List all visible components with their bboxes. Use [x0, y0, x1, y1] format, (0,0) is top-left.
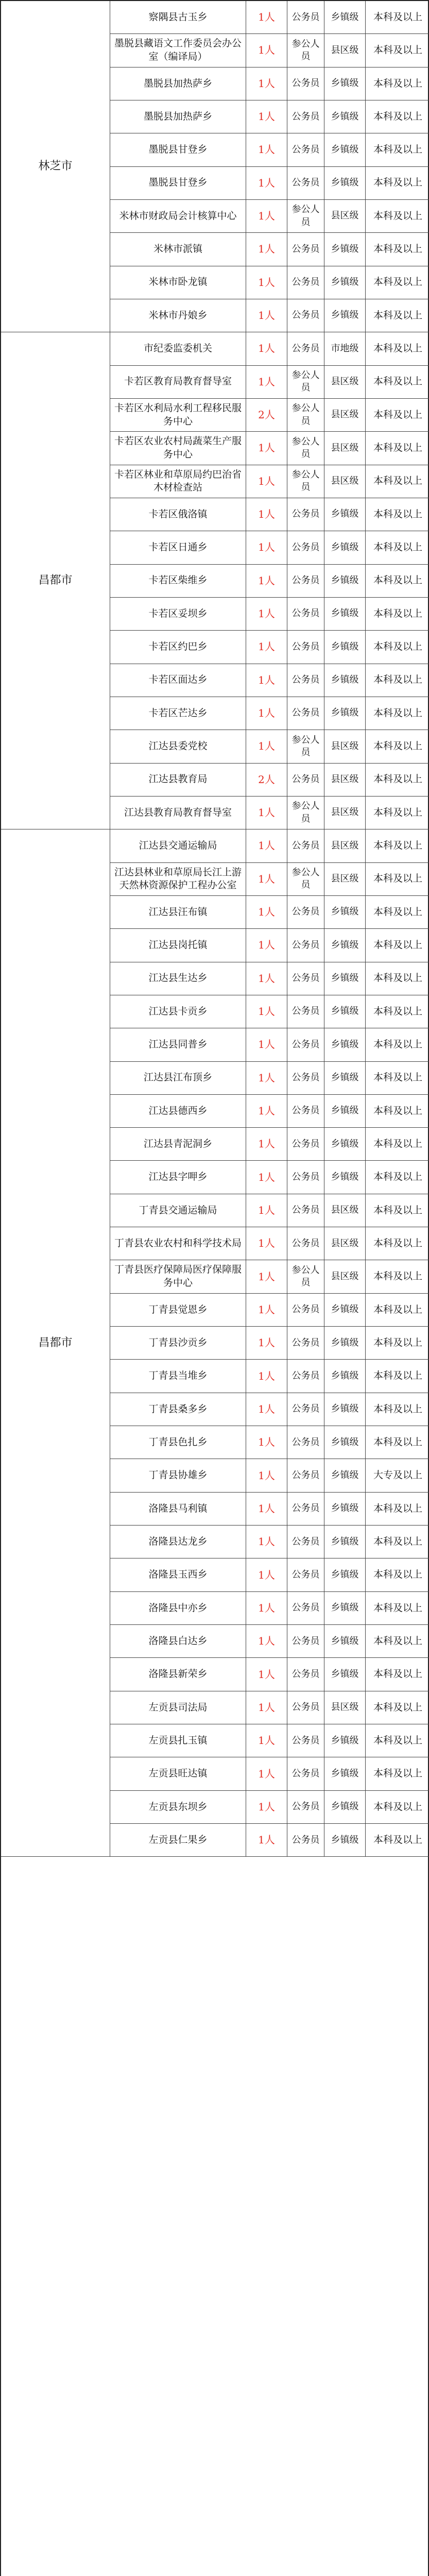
category-cell: 公务员 [287, 299, 324, 332]
count-cell: 1人 [246, 1294, 287, 1327]
education-cell: 本科及以上 [366, 1028, 429, 1061]
category-cell: 公务员 [287, 1459, 324, 1492]
category-cell: 公务员 [287, 1493, 324, 1526]
category-cell: 公务员 [287, 1294, 324, 1327]
unit-cell: 丁青县色扎乡 [110, 1426, 246, 1459]
count-cell: 1人 [246, 1194, 287, 1227]
unit-cell: 墨脱县甘登乡 [110, 133, 246, 166]
level-cell: 乡镇级 [324, 1658, 366, 1691]
category-cell: 公务员 [287, 1757, 324, 1790]
count-cell: 1人 [246, 233, 287, 266]
unit-cell: 墨脱县藏语文工作委员会办公室（编译局） [110, 34, 246, 67]
unit-cell: 江达县委党校 [110, 730, 246, 763]
count-cell: 1人 [246, 133, 287, 166]
level-cell: 乡镇级 [324, 167, 366, 200]
level-cell: 市地级 [324, 332, 366, 365]
region-cell: 林芝市 [1, 1, 110, 332]
category-cell: 公务员 [287, 498, 324, 531]
education-cell: 本科及以上 [366, 100, 429, 133]
level-cell: 县区级 [324, 764, 366, 796]
education-cell: 本科及以上 [366, 863, 429, 896]
education-cell: 本科及以上 [366, 266, 429, 299]
education-cell: 本科及以上 [366, 366, 429, 399]
education-cell: 本科及以上 [366, 67, 429, 100]
education-cell: 本科及以上 [366, 465, 429, 498]
level-cell: 乡镇级 [324, 697, 366, 730]
level-cell: 乡镇级 [324, 631, 366, 664]
category-cell: 参公人员 [287, 432, 324, 465]
level-cell: 乡镇级 [324, 1791, 366, 1824]
category-cell: 公务员 [287, 1095, 324, 1128]
category-cell: 公务员 [287, 1791, 324, 1824]
unit-cell: 墨脱县加热萨乡 [110, 67, 246, 100]
level-cell: 乡镇级 [324, 100, 366, 133]
count-cell: 1人 [246, 1161, 287, 1194]
education-cell: 本科及以上 [366, 1426, 429, 1459]
region-cell: 昌都市 [1, 332, 110, 829]
level-cell: 乡镇级 [324, 1327, 366, 1360]
unit-cell: 丁青县沙贡乡 [110, 1327, 246, 1360]
category-cell: 公务员 [287, 1426, 324, 1459]
level-cell: 乡镇级 [324, 962, 366, 995]
unit-cell: 江达县岗托镇 [110, 929, 246, 962]
education-cell: 本科及以上 [366, 1393, 429, 1426]
unit-cell: 洛隆县达龙乡 [110, 1526, 246, 1558]
unit-cell: 江达县同普乡 [110, 1028, 246, 1061]
unit-cell: 丁青县交通运输局 [110, 1194, 246, 1227]
unit-cell: 江达县德西乡 [110, 1095, 246, 1128]
category-cell: 参公人员 [287, 34, 324, 67]
count-cell: 1人 [246, 531, 287, 564]
education-cell: 本科及以上 [366, 896, 429, 929]
level-cell: 县区级 [324, 730, 366, 763]
level-cell: 乡镇级 [324, 1625, 366, 1658]
category-cell: 公务员 [287, 929, 324, 962]
category-cell: 参公人员 [287, 730, 324, 763]
unit-cell: 左贡县东坝乡 [110, 1791, 246, 1824]
count-cell: 1人 [246, 1592, 287, 1625]
count-cell: 1人 [246, 465, 287, 498]
level-cell: 乡镇级 [324, 1757, 366, 1790]
count-cell: 1人 [246, 829, 287, 862]
education-cell: 本科及以上 [366, 1227, 429, 1260]
category-cell: 公务员 [287, 1558, 324, 1591]
category-cell: 公务员 [287, 1028, 324, 1061]
education-cell: 本科及以上 [366, 399, 429, 432]
education-cell: 本科及以上 [366, 1095, 429, 1128]
education-cell: 本科及以上 [366, 1592, 429, 1625]
unit-cell: 卡若区面达乡 [110, 664, 246, 697]
count-cell: 1人 [246, 1260, 287, 1293]
unit-cell: 米林市派镇 [110, 233, 246, 266]
count-cell: 1人 [246, 1459, 287, 1492]
education-cell: 本科及以上 [366, 1128, 429, 1161]
level-cell: 乡镇级 [324, 299, 366, 332]
education-cell: 本科及以上 [366, 1161, 429, 1194]
education-cell: 本科及以上 [366, 1194, 429, 1227]
education-cell: 本科及以上 [366, 200, 429, 233]
count-cell: 1人 [246, 697, 287, 730]
level-cell: 乡镇级 [324, 1360, 366, 1393]
count-cell: 1人 [246, 266, 287, 299]
level-cell: 乡镇级 [324, 1459, 366, 1492]
level-cell: 乡镇级 [324, 133, 366, 166]
unit-cell: 卡若区芒达乡 [110, 697, 246, 730]
level-cell: 乡镇级 [324, 1724, 366, 1757]
education-cell: 本科及以上 [366, 1526, 429, 1558]
category-cell: 公务员 [287, 565, 324, 598]
unit-cell: 卡若区约巴乡 [110, 631, 246, 664]
education-cell: 本科及以上 [366, 1360, 429, 1393]
category-cell: 公务员 [287, 697, 324, 730]
level-cell: 县区级 [324, 1227, 366, 1260]
category-cell: 公务员 [287, 67, 324, 100]
count-cell: 1人 [246, 1393, 287, 1426]
count-cell: 1人 [246, 1658, 287, 1691]
education-cell: 本科及以上 [366, 1724, 429, 1757]
education-cell: 本科及以上 [366, 829, 429, 862]
unit-cell: 卡若区农业农村局蔬菜生产服务中心 [110, 432, 246, 465]
count-cell: 1人 [246, 366, 287, 399]
category-cell: 公务员 [287, 167, 324, 200]
unit-cell: 江达县教育局教育督导室 [110, 796, 246, 829]
unit-cell: 米林市丹娘乡 [110, 299, 246, 332]
category-cell: 参公人员 [287, 1260, 324, 1293]
education-cell: 本科及以上 [366, 697, 429, 730]
unit-cell: 左贡县旺达镇 [110, 1757, 246, 1790]
count-cell: 1人 [246, 167, 287, 200]
education-cell: 本科及以上 [366, 1625, 429, 1658]
unit-cell: 丁青县桑多乡 [110, 1393, 246, 1426]
level-cell: 县区级 [324, 200, 366, 233]
education-cell: 本科及以上 [366, 498, 429, 531]
level-cell: 乡镇级 [324, 565, 366, 598]
level-cell: 乡镇级 [324, 233, 366, 266]
category-cell: 公务员 [287, 1526, 324, 1558]
level-cell: 乡镇级 [324, 1, 366, 34]
count-cell: 1人 [246, 1028, 287, 1061]
category-cell: 公务员 [287, 995, 324, 1028]
unit-cell: 江达县交通运输局 [110, 829, 246, 862]
level-cell: 县区级 [324, 1194, 366, 1227]
category-cell: 参公人员 [287, 200, 324, 233]
unit-cell: 江达县卡贡乡 [110, 995, 246, 1028]
category-cell: 公务员 [287, 1, 324, 34]
unit-cell: 江达县字呷乡 [110, 1161, 246, 1194]
category-cell: 参公人员 [287, 796, 324, 829]
unit-cell: 丁青县觉恩乡 [110, 1294, 246, 1327]
education-cell: 本科及以上 [366, 133, 429, 166]
unit-cell: 察隅县古玉乡 [110, 1, 246, 34]
education-cell: 本科及以上 [366, 664, 429, 697]
count-cell: 1人 [246, 664, 287, 697]
category-cell: 公务员 [287, 962, 324, 995]
unit-cell: 江达县江布顶乡 [110, 1062, 246, 1095]
count-cell: 2人 [246, 399, 287, 432]
education-cell: 本科及以上 [366, 531, 429, 564]
count-cell: 1人 [246, 1128, 287, 1161]
level-cell: 县区级 [324, 399, 366, 432]
category-cell: 公务员 [287, 531, 324, 564]
education-cell: 本科及以上 [366, 1062, 429, 1095]
count-cell: 1人 [246, 863, 287, 896]
level-cell: 乡镇级 [324, 498, 366, 531]
count-cell: 1人 [246, 1757, 287, 1790]
count-cell: 1人 [246, 1625, 287, 1658]
education-cell: 本科及以上 [366, 929, 429, 962]
unit-cell: 左贡县扎玉镇 [110, 1724, 246, 1757]
category-cell: 公务员 [287, 1161, 324, 1194]
count-cell: 1人 [246, 1, 287, 34]
level-cell: 乡镇级 [324, 598, 366, 631]
count-cell: 1人 [246, 995, 287, 1028]
level-cell: 县区级 [324, 796, 366, 829]
level-cell: 乡镇级 [324, 1294, 366, 1327]
education-cell: 本科及以上 [366, 332, 429, 365]
level-cell: 乡镇级 [324, 1426, 366, 1459]
education-cell: 本科及以上 [366, 764, 429, 796]
category-cell: 公务员 [287, 1128, 324, 1161]
education-cell: 本科及以上 [366, 631, 429, 664]
level-cell: 县区级 [324, 366, 366, 399]
unit-cell: 卡若区柴维乡 [110, 565, 246, 598]
unit-cell: 卡若区日通乡 [110, 531, 246, 564]
unit-cell: 市纪委监委机关 [110, 332, 246, 365]
level-cell: 乡镇级 [324, 1393, 366, 1426]
category-cell: 公务员 [287, 1658, 324, 1691]
unit-cell: 卡若区林业和草原局约巴治省木材检查站 [110, 465, 246, 498]
count-cell: 1人 [246, 598, 287, 631]
unit-cell: 洛隆县中亦乡 [110, 1592, 246, 1625]
level-cell: 乡镇级 [324, 929, 366, 962]
count-cell: 1人 [246, 1095, 287, 1128]
category-cell: 公务员 [287, 764, 324, 796]
level-cell: 县区级 [324, 432, 366, 465]
category-cell: 参公人员 [287, 465, 324, 498]
count-cell: 1人 [246, 332, 287, 365]
level-cell: 乡镇级 [324, 1095, 366, 1128]
level-cell: 乡镇级 [324, 1592, 366, 1625]
count-cell: 1人 [246, 1791, 287, 1824]
unit-cell: 洛隆县马利镇 [110, 1493, 246, 1526]
count-cell: 1人 [246, 1691, 287, 1724]
unit-cell: 米林市卧龙镇 [110, 266, 246, 299]
region-cell: 昌都市 [1, 829, 110, 1857]
education-cell: 本科及以上 [366, 233, 429, 266]
education-cell: 本科及以上 [366, 1791, 429, 1824]
category-cell: 公务员 [287, 1691, 324, 1724]
count-cell: 1人 [246, 498, 287, 531]
category-cell: 公务员 [287, 332, 324, 365]
category-cell: 公务员 [287, 100, 324, 133]
level-cell: 乡镇级 [324, 1824, 366, 1857]
category-cell: 参公人员 [287, 863, 324, 896]
category-cell: 公务员 [287, 1724, 324, 1757]
count-cell: 1人 [246, 1526, 287, 1558]
education-cell: 本科及以上 [366, 1, 429, 34]
count-cell: 1人 [246, 34, 287, 67]
count-cell: 1人 [246, 962, 287, 995]
category-cell: 公务员 [287, 266, 324, 299]
count-cell: 1人 [246, 1824, 287, 1857]
category-cell: 公务员 [287, 631, 324, 664]
unit-cell: 江达县青泥洞乡 [110, 1128, 246, 1161]
category-cell: 公务员 [287, 1227, 324, 1260]
unit-cell: 墨脱县加热萨乡 [110, 100, 246, 133]
category-cell: 公务员 [287, 1360, 324, 1393]
category-cell: 公务员 [287, 1824, 324, 1857]
count-cell: 1人 [246, 1558, 287, 1591]
unit-cell: 洛隆县白达乡 [110, 1625, 246, 1658]
count-cell: 1人 [246, 1227, 287, 1260]
level-cell: 乡镇级 [324, 1558, 366, 1591]
unit-cell: 卡若区妥坝乡 [110, 598, 246, 631]
category-cell: 公务员 [287, 896, 324, 929]
level-cell: 乡镇级 [324, 896, 366, 929]
education-cell: 本科及以上 [366, 1558, 429, 1591]
count-cell: 1人 [246, 1327, 287, 1360]
count-cell: 1人 [246, 432, 287, 465]
education-cell: 本科及以上 [366, 565, 429, 598]
level-cell: 乡镇级 [324, 995, 366, 1028]
count-cell: 1人 [246, 631, 287, 664]
count-cell: 1人 [246, 796, 287, 829]
count-cell: 1人 [246, 1360, 287, 1393]
level-cell: 乡镇级 [324, 1128, 366, 1161]
education-cell: 本科及以上 [366, 1260, 429, 1293]
level-cell: 乡镇级 [324, 1493, 366, 1526]
education-cell: 本科及以上 [366, 730, 429, 763]
count-cell: 2人 [246, 764, 287, 796]
category-cell: 公务员 [287, 1327, 324, 1360]
category-cell: 公务员 [287, 664, 324, 697]
count-cell: 1人 [246, 67, 287, 100]
education-cell: 本科及以上 [366, 1824, 429, 1857]
category-cell: 公务员 [287, 1194, 324, 1227]
unit-cell: 洛隆县新荣乡 [110, 1658, 246, 1691]
education-cell: 本科及以上 [366, 1294, 429, 1327]
level-cell: 乡镇级 [324, 67, 366, 100]
unit-cell: 左贡县仁果乡 [110, 1824, 246, 1857]
education-cell: 本科及以上 [366, 995, 429, 1028]
level-cell: 县区级 [324, 829, 366, 862]
education-cell: 本科及以上 [366, 962, 429, 995]
education-cell: 本科及以上 [366, 299, 429, 332]
count-cell: 1人 [246, 730, 287, 763]
education-cell: 本科及以上 [366, 1327, 429, 1360]
count-cell: 1人 [246, 1724, 287, 1757]
level-cell: 乡镇级 [324, 1526, 366, 1558]
unit-cell: 卡若区教育局教育督导室 [110, 366, 246, 399]
level-cell: 县区级 [324, 1691, 366, 1724]
count-cell: 1人 [246, 1062, 287, 1095]
category-cell: 公务员 [287, 598, 324, 631]
category-cell: 参公人员 [287, 399, 324, 432]
education-cell: 本科及以上 [366, 1658, 429, 1691]
unit-cell: 江达县汪布镇 [110, 896, 246, 929]
level-cell: 乡镇级 [324, 1062, 366, 1095]
level-cell: 县区级 [324, 863, 366, 896]
level-cell: 乡镇级 [324, 531, 366, 564]
unit-cell: 丁青县农业农村和科学技术局 [110, 1227, 246, 1260]
count-cell: 1人 [246, 1493, 287, 1526]
category-cell: 公务员 [287, 829, 324, 862]
unit-cell: 卡若区俄洛镇 [110, 498, 246, 531]
education-cell: 本科及以上 [366, 1757, 429, 1790]
count-cell: 1人 [246, 200, 287, 233]
level-cell: 县区级 [324, 465, 366, 498]
unit-cell: 江达县教育局 [110, 764, 246, 796]
count-cell: 1人 [246, 1426, 287, 1459]
level-cell: 乡镇级 [324, 1161, 366, 1194]
category-cell: 公务员 [287, 1393, 324, 1426]
category-cell: 参公人员 [287, 366, 324, 399]
education-cell: 本科及以上 [366, 598, 429, 631]
category-cell: 公务员 [287, 1592, 324, 1625]
unit-cell: 洛隆县玉西乡 [110, 1558, 246, 1591]
level-cell: 乡镇级 [324, 266, 366, 299]
category-cell: 公务员 [287, 1625, 324, 1658]
count-cell: 1人 [246, 299, 287, 332]
unit-cell: 墨脱县甘登乡 [110, 167, 246, 200]
unit-cell: 江达县林业和草原局长江上游天然林资源保护工程办公室 [110, 863, 246, 896]
unit-cell: 丁青县医疗保障局医疗保障服务中心 [110, 1260, 246, 1293]
count-cell: 1人 [246, 100, 287, 133]
education-cell: 本科及以上 [366, 34, 429, 67]
category-cell: 公务员 [287, 1062, 324, 1095]
category-cell: 公务员 [287, 233, 324, 266]
unit-cell: 丁青县协雄乡 [110, 1459, 246, 1492]
education-cell: 大专及以上 [366, 1459, 429, 1492]
level-cell: 县区级 [324, 1260, 366, 1293]
level-cell: 乡镇级 [324, 1028, 366, 1061]
count-cell: 1人 [246, 929, 287, 962]
unit-cell: 米林市财政局会计核算中心 [110, 200, 246, 233]
unit-cell: 卡若区水利局水利工程移民服务中心 [110, 399, 246, 432]
education-cell: 本科及以上 [366, 1493, 429, 1526]
count-cell: 1人 [246, 565, 287, 598]
education-cell: 本科及以上 [366, 167, 429, 200]
level-cell: 县区级 [324, 34, 366, 67]
education-cell: 本科及以上 [366, 432, 429, 465]
unit-cell: 丁青县当堆乡 [110, 1360, 246, 1393]
education-cell: 本科及以上 [366, 796, 429, 829]
recruitment-table [1, 1, 429, 2576]
count-cell: 1人 [246, 896, 287, 929]
unit-cell: 左贡县司法局 [110, 1691, 246, 1724]
unit-cell: 江达县生达乡 [110, 962, 246, 995]
education-cell: 本科及以上 [366, 1691, 429, 1724]
category-cell: 公务员 [287, 133, 324, 166]
level-cell: 乡镇级 [324, 664, 366, 697]
